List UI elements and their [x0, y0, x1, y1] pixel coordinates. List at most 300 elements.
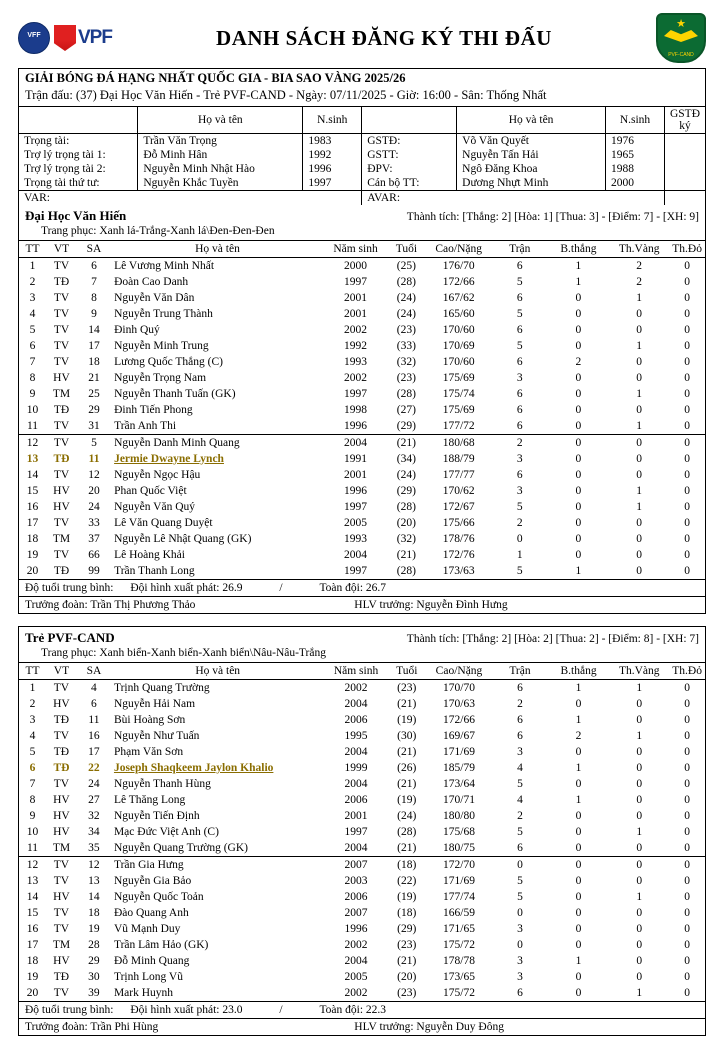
cell-age: (24)	[396, 468, 416, 481]
avg-age-separator: /	[279, 582, 283, 594]
table-row	[19, 696, 705, 712]
league-title: GIẢI BÓNG ĐÁ HẠNG NHẤT QUỐC GIA - BIA SAO VÀNG 2025/26	[25, 71, 406, 85]
cell-age: (21)	[397, 697, 417, 710]
table-row	[19, 547, 705, 563]
cell-age: (21)	[397, 954, 417, 967]
cell-vt: HV	[53, 697, 70, 710]
cell-games: 6	[517, 729, 523, 742]
cell-tt: 9	[29, 387, 36, 400]
table-row	[19, 744, 705, 760]
cell-sa: 9	[91, 307, 97, 320]
cell-yellow: 0	[636, 532, 643, 545]
table-row	[19, 451, 705, 467]
cell-vt: TV	[53, 858, 70, 871]
table-row	[19, 274, 705, 290]
cell-games: 5	[517, 777, 523, 790]
cell-red: 0	[684, 713, 691, 726]
cell-yellow: 1	[636, 986, 643, 999]
cell-name: Lê Vương Minh Nhất	[114, 259, 215, 272]
cell-wins: 0	[575, 697, 582, 710]
cell-vt: TV	[53, 516, 70, 529]
cell-age: (29)	[397, 922, 417, 935]
cell-yellow: 0	[636, 922, 643, 935]
cell-name: Lê Văn Quang Duyệt	[114, 516, 213, 529]
official-year: 1997	[303, 176, 362, 191]
officials-header-row	[19, 107, 705, 134]
cell-sa: 27	[88, 793, 100, 806]
cell-age: (25)	[396, 259, 416, 272]
cell-sa: 5	[91, 436, 97, 449]
cell-wins: 1	[575, 275, 582, 288]
staff-row	[19, 1019, 705, 1035]
cell-born: 2004	[344, 548, 368, 561]
cell-red: 0	[684, 484, 691, 497]
table-row	[19, 792, 705, 808]
cell-name: Nguyễn Minh Trung	[114, 339, 209, 352]
cell-born: 1997	[344, 500, 368, 513]
cell-age: (28)	[397, 825, 417, 838]
cell-wins: 1	[575, 681, 582, 694]
cell-sa: 11	[88, 713, 100, 726]
cell-wins: 0	[575, 906, 582, 919]
cell-games: 6	[516, 323, 523, 336]
cell-yellow: 1	[636, 500, 643, 513]
cell-games: 3	[516, 452, 523, 465]
cell-name: Nguyễn Gia Bảo	[113, 874, 192, 887]
cell-name: Trần Gia Hưng	[113, 858, 184, 871]
cell-wins: 0	[575, 825, 582, 838]
cell-born: 2006	[344, 793, 368, 806]
official-name: Đỗ Minh Hân	[138, 148, 303, 162]
official-name: Nguyễn Tấn Hải	[457, 148, 606, 162]
cell-born: 1997	[344, 825, 368, 838]
cell-vt: TV	[53, 291, 70, 304]
cell-games: 6	[516, 387, 523, 400]
cell-vt: TĐ	[53, 970, 70, 983]
cell-wins: 0	[575, 890, 582, 903]
var-label: VAR:	[19, 191, 362, 206]
table-row	[19, 873, 705, 889]
official-year: 1965	[606, 148, 665, 162]
official-year: 2000	[606, 176, 665, 191]
cell-vt: TĐ	[53, 275, 70, 288]
cell-name: Nguyễn Danh Minh Quang	[114, 436, 240, 449]
gstd-signature-cell	[664, 134, 705, 191]
officials-spacer-right	[362, 107, 457, 134]
cell-hw: 171/69	[443, 874, 475, 887]
cell-hw: 175/72	[443, 938, 475, 951]
cell-hw: 170/60	[442, 323, 475, 336]
avg-age-total: Toàn đội: 22.3	[319, 1004, 387, 1016]
cell-hw: 175/72	[443, 986, 475, 999]
cell-hw: 180/68	[442, 436, 475, 449]
team-kit: Trang phục: Xanh lá-Trắng-Xanh lá\Đen-Đen-Đen	[19, 224, 705, 241]
cell-tt: 16	[26, 922, 39, 935]
table-row	[19, 760, 705, 776]
cell-tt: 8	[29, 793, 36, 806]
cell-games: 2	[517, 809, 523, 822]
cell-vt: TV	[53, 548, 70, 561]
cell-yellow: 1	[636, 339, 643, 352]
cell-games: 0	[517, 938, 523, 951]
cell-games: 3	[517, 954, 523, 967]
cell-tt: 20	[26, 986, 39, 999]
cell-vt: HV	[53, 890, 70, 903]
cell-red: 0	[684, 532, 691, 545]
official-name: Võ Văn Quyết	[457, 134, 606, 149]
match-details: Trận đấu: (37) Đại Học Văn Hiến - Trẻ PVF-CAND - Ngày: 07/11/2025 - Giờ: 16:00 - Sân: Thống Nhất	[19, 87, 705, 107]
table-row	[19, 418, 705, 435]
cell-age: (20)	[396, 516, 416, 529]
cell-yellow: 1	[636, 729, 643, 742]
avg-age-starters: Đội hình xuất phát: 23.0	[130, 1004, 243, 1016]
cell-games: 5	[516, 307, 523, 320]
cell-born: 1997	[344, 275, 368, 288]
officials-row	[19, 176, 705, 191]
cell-wins: 0	[575, 922, 582, 935]
cell-wins: 1	[575, 259, 582, 272]
cell-hw: 188/79	[442, 452, 475, 465]
average-age-line-away	[19, 1001, 705, 1019]
cell-vt: HV	[53, 500, 70, 513]
cell-born: 1997	[344, 564, 368, 577]
cell-name: Jermie Dwayne Lynch	[114, 452, 224, 465]
cell-age: (21)	[397, 777, 417, 790]
col-hw: Cao/Nặng	[426, 241, 492, 258]
cell-age: (28)	[396, 564, 416, 577]
document-header	[18, 14, 706, 62]
col-born: Năm sinh	[324, 241, 387, 258]
cell-hw: 170/71	[443, 793, 475, 806]
cell-age: (23)	[397, 986, 417, 999]
cell-vt: TĐ	[53, 713, 70, 726]
cell-red: 0	[684, 986, 691, 999]
cell-hw: 175/69	[442, 403, 475, 416]
cell-yellow: 0	[636, 564, 643, 577]
cell-name: Đào Quang Anh	[113, 906, 189, 919]
cell-wins: 0	[575, 858, 582, 871]
cell-vt: TV	[53, 729, 70, 742]
roster-table-away	[19, 663, 705, 1001]
cell-wins: 0	[575, 371, 582, 384]
cell-tt: 19	[26, 970, 39, 983]
cell-games: 3	[517, 922, 523, 935]
cell-sa: 25	[88, 387, 100, 400]
cell-vt: TĐ	[53, 403, 70, 416]
cell-age: (32)	[396, 532, 416, 545]
table-row	[19, 435, 705, 451]
cell-yellow: 0	[636, 745, 643, 758]
cell-hw: 173/65	[443, 970, 475, 983]
cell-hw: 176/70	[442, 259, 475, 272]
cell-games: 5	[516, 500, 523, 513]
cell-vt: TV	[53, 259, 70, 272]
official-name: Nguyễn Khắc Tuyền	[138, 176, 303, 191]
cell-age: (18)	[397, 906, 417, 919]
cell-age: (23)	[396, 371, 416, 384]
cell-name: Trần Lâm Hảo (GK)	[113, 938, 209, 951]
cell-sa: 14	[88, 323, 100, 336]
cell-sa: 21	[88, 371, 100, 384]
cell-yellow: 0	[636, 516, 643, 529]
cell-name: Phạm Văn Sơn	[113, 745, 184, 758]
table-row	[19, 969, 705, 985]
cell-sa: 29	[88, 954, 100, 967]
col-vt: VT	[46, 241, 77, 258]
cell-red: 0	[684, 516, 691, 529]
cell-wins: 0	[575, 307, 582, 320]
cell-hw: 178/78	[443, 954, 475, 967]
officials-col-gstd: GSTĐ ký	[669, 108, 700, 132]
cell-name: Nguyễn Quang Trường (GK)	[113, 841, 248, 854]
cell-sa: 35	[88, 841, 100, 854]
cell-name: Nguyễn Như Tuấn	[113, 729, 200, 742]
cell-age: (21)	[397, 745, 417, 758]
cell-wins: 0	[575, 323, 582, 336]
cell-wins: 0	[575, 809, 582, 822]
cell-tt: 20	[26, 564, 39, 577]
table-row	[19, 258, 705, 275]
officials-col-year-left: N.sinh	[303, 107, 362, 134]
cell-born: 2001	[344, 291, 368, 304]
officials-row	[19, 148, 705, 162]
cell-hw: 180/75	[443, 841, 475, 854]
cell-sa: 22	[88, 761, 100, 774]
cell-vt: TV	[53, 307, 70, 320]
table-row	[19, 680, 705, 697]
table-row	[19, 402, 705, 418]
cell-yellow: 0	[636, 874, 643, 887]
cell-yellow: 0	[636, 403, 643, 416]
cell-red: 0	[684, 339, 691, 352]
cell-vt: TV	[53, 874, 70, 887]
official-role: ĐPV:	[362, 162, 457, 176]
cell-wins: 0	[575, 500, 582, 513]
cell-age: (33)	[396, 339, 416, 352]
col-name: Họ và tên	[111, 663, 325, 680]
cell-age: (21)	[396, 436, 416, 449]
cell-age: (24)	[396, 291, 416, 304]
cell-yellow: 0	[636, 809, 643, 822]
cell-hw: 165/60	[442, 307, 475, 320]
cell-tt: 1	[29, 681, 36, 694]
table-row	[19, 322, 705, 338]
cell-born: 2006	[344, 890, 368, 903]
avg-age-separator: /	[279, 1004, 283, 1016]
cell-red: 0	[684, 954, 691, 967]
cell-hw: 177/77	[442, 468, 475, 481]
cell-hw: 172/76	[442, 548, 475, 561]
cell-name: Trịnh Quang Trường	[113, 681, 210, 694]
cell-age: (20)	[397, 970, 417, 983]
cell-hw: 172/70	[443, 858, 475, 871]
cell-age: (28)	[396, 275, 416, 288]
cell-age: (27)	[396, 403, 416, 416]
table-row	[19, 712, 705, 728]
cell-hw: 170/70	[443, 681, 475, 694]
cell-name: Phan Quốc Việt	[114, 484, 187, 497]
table-row	[19, 531, 705, 547]
cell-name: Trần Thanh Long	[114, 564, 195, 577]
cell-sa: 99	[88, 564, 100, 577]
cell-games: 6	[516, 403, 523, 416]
avg-age-label: Độ tuổi trung bình:	[25, 1004, 114, 1016]
cell-sa: 32	[88, 809, 100, 822]
cell-hw: 167/62	[442, 291, 475, 304]
cell-vt: TV	[53, 986, 70, 999]
cell-games: 0	[516, 532, 523, 545]
cell-wins: 0	[575, 745, 582, 758]
cell-hw: 177/72	[442, 419, 475, 432]
cell-yellow: 0	[636, 938, 643, 951]
cell-name: Nguyễn Ngọc Hậu	[114, 468, 201, 481]
cell-games: 5	[517, 874, 523, 887]
cell-red: 0	[684, 874, 691, 887]
cell-hw: 177/74	[443, 890, 475, 903]
cell-born: 1997	[344, 387, 368, 400]
avg-age-label: Độ tuổi trung bình:	[25, 582, 114, 594]
cell-red: 0	[684, 793, 691, 806]
cell-sa: 24	[88, 777, 100, 790]
cell-games: 5	[516, 564, 523, 577]
cell-wins: 0	[575, 777, 582, 790]
cell-games: 5	[516, 339, 523, 352]
table-row	[19, 563, 705, 579]
cell-yellow: 0	[636, 323, 643, 336]
cell-age: (23)	[397, 938, 417, 951]
cell-born: 2006	[344, 713, 368, 726]
cell-sa: 4	[91, 681, 97, 694]
cell-games: 3	[517, 745, 523, 758]
cell-tt: 7	[29, 777, 36, 790]
cell-wins: 1	[575, 713, 582, 726]
cell-born: 2005	[344, 970, 368, 983]
cell-red: 0	[684, 371, 691, 384]
team-record: Thành tích: [Thắng: 2] [Hòa: 2] [Thua: 2] - [Điểm: 8] - [XH: 7]	[406, 633, 699, 645]
col-games: Trận	[492, 663, 548, 680]
roster-table-home	[19, 241, 705, 579]
table-row	[19, 857, 705, 873]
cell-vt: TV	[53, 436, 70, 449]
official-role: Trợ lý trọng tài 2:	[19, 162, 138, 176]
cell-games: 6	[517, 713, 523, 726]
cell-age: (19)	[397, 713, 417, 726]
cell-age: (24)	[397, 809, 417, 822]
col-games: Trận	[492, 241, 548, 258]
cell-hw: 171/65	[443, 922, 475, 935]
cell-red: 0	[684, 841, 691, 854]
cell-hw: 170/60	[442, 355, 475, 368]
cell-sa: 18	[88, 906, 100, 919]
cell-born: 1993	[344, 355, 368, 368]
cell-red: 0	[684, 307, 691, 320]
col-name: Họ và tên	[111, 241, 324, 258]
team-manager: Trưởng đoàn: Trần Phi Hùng	[25, 1021, 159, 1033]
cell-games: 2	[516, 516, 523, 529]
cell-yellow: 1	[636, 419, 643, 432]
cell-red: 0	[684, 697, 691, 710]
cell-hw: 170/62	[442, 484, 475, 497]
cell-born: 1991	[344, 452, 368, 465]
cell-age: (34)	[396, 452, 416, 465]
table-row	[19, 937, 705, 953]
officials-col-name-left: Họ và tên	[138, 107, 303, 134]
cell-tt: 3	[29, 713, 36, 726]
cell-sa: 24	[88, 500, 100, 513]
cell-sa: 7	[91, 275, 97, 288]
staff-row	[19, 597, 705, 613]
cell-yellow: 1	[636, 291, 643, 304]
cell-vt: HV	[53, 793, 70, 806]
cell-born: 1996	[344, 419, 368, 432]
federation-logos	[18, 22, 112, 54]
official-year: 1976	[606, 134, 665, 149]
cell-yellow: 1	[636, 681, 643, 694]
cell-red: 0	[684, 761, 691, 774]
table-row	[19, 338, 705, 354]
table-row	[19, 354, 705, 370]
cell-vt: TV	[53, 419, 70, 432]
roster-header-row	[19, 663, 705, 680]
cell-born: 1995	[344, 729, 368, 742]
cell-born: 2004	[344, 745, 368, 758]
cell-games: 2	[517, 697, 523, 710]
cell-tt: 14	[26, 890, 39, 903]
cell-age: (19)	[397, 793, 417, 806]
cell-born: 1993	[344, 532, 368, 545]
cell-red: 0	[684, 275, 691, 288]
cell-yellow: 0	[636, 970, 643, 983]
cell-tt: 14	[26, 468, 39, 481]
cell-sa: 6	[91, 697, 97, 710]
cell-tt: 10	[26, 403, 39, 416]
official-name: Trần Văn Trọng	[138, 134, 303, 149]
cell-born: 2003	[344, 874, 368, 887]
cell-vt: TĐ	[53, 761, 70, 774]
cell-wins: 0	[575, 986, 582, 999]
cell-sa: 13	[88, 874, 100, 887]
cell-games: 2	[516, 436, 523, 449]
team-record: Thành tích: [Thắng: 2] [Hòa: 1] [Thua: 3] - [Điểm: 7] - [XH: 9]	[406, 211, 699, 223]
cell-wins: 0	[575, 468, 582, 481]
cell-games: 3	[517, 970, 523, 983]
cell-tt: 19	[26, 548, 39, 561]
cell-born: 2004	[344, 697, 368, 710]
cell-name: Mạc Đức Việt Anh (C)	[113, 825, 219, 838]
cell-tt: 6	[29, 339, 36, 352]
cell-born: 2004	[344, 841, 368, 854]
cell-yellow: 0	[636, 548, 643, 561]
table-row	[19, 306, 705, 322]
cell-games: 6	[516, 291, 523, 304]
team-coach: HLV trưởng: Nguyễn Duy Đông	[354, 1021, 504, 1033]
cell-red: 0	[684, 809, 691, 822]
cell-yellow: 2	[636, 275, 643, 288]
cell-hw: 171/69	[443, 745, 475, 758]
cell-hw: 173/64	[443, 777, 475, 790]
cell-hw: 170/69	[442, 339, 475, 352]
table-row	[19, 515, 705, 531]
table-row	[19, 889, 705, 905]
table-row	[19, 728, 705, 744]
cell-wins: 0	[575, 291, 582, 304]
cell-tt: 8	[29, 371, 36, 384]
cell-vt: TĐ	[53, 745, 70, 758]
official-year: 1996	[303, 162, 362, 176]
cell-sa: 11	[88, 452, 100, 465]
cell-wins: 0	[575, 938, 582, 951]
cell-hw: 175/74	[442, 387, 475, 400]
